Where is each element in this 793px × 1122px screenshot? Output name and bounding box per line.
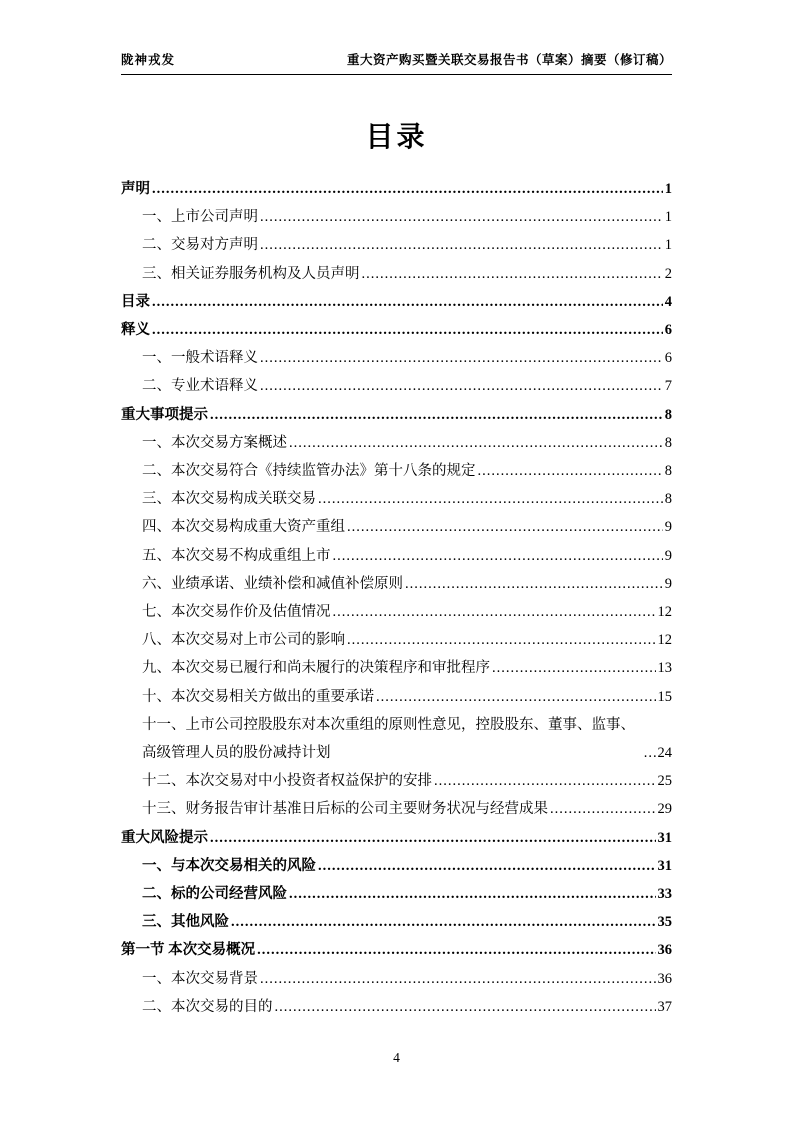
toc-leader-dots — [405, 570, 663, 598]
toc-entry-label: 重大事项提示 — [121, 406, 208, 423]
toc-entry-page: 9 — [664, 547, 672, 564]
header-left-text: 陇神戎发 — [121, 53, 176, 67]
toc-entry — [121, 936, 672, 964]
toc-leader-dots — [492, 654, 656, 682]
toc-entry — [121, 683, 672, 711]
toc-entry-page: 12 — [657, 604, 672, 621]
toc-list — [121, 175, 672, 1021]
toc-entry-label: 声明 — [121, 181, 150, 197]
toc-entry-page: 31 — [657, 857, 672, 874]
toc-entry-page: 8 — [664, 406, 672, 423]
toc-entry-page: 8 — [664, 434, 672, 451]
toc-entry-label: 二、标的公司经营风险 — [142, 886, 287, 903]
toc-entry-page: 1 — [664, 209, 672, 226]
page-footer — [0, 1050, 793, 1066]
toc-leader-dots — [152, 288, 663, 316]
toc-entry-label: 一、上市公司声明 — [142, 209, 258, 226]
toc-leader-dots — [347, 626, 656, 654]
toc-leader-dots — [347, 513, 663, 541]
toc-entry-page: 29 — [657, 801, 672, 818]
toc-leader-dots — [434, 767, 656, 795]
toc-entry-label: 三、本次交易构成关联交易 — [142, 491, 316, 508]
toc-entry-page: 36 — [657, 970, 672, 987]
toc-leader-dots — [362, 260, 663, 288]
toc-entry — [121, 513, 672, 541]
toc-entry-label: 五、本次交易不构成重组上市 — [142, 547, 331, 564]
toc-leader-dots — [550, 795, 656, 823]
page-header — [121, 50, 672, 75]
toc-leader-dots — [275, 993, 656, 1021]
toc-entry — [121, 965, 672, 993]
toc-entry — [121, 767, 672, 795]
toc-entry-label: 十二、本次交易对中小投资者权益保护的安排 — [142, 773, 432, 790]
toc-entry-page: 15 — [657, 688, 672, 705]
toc-leader-dots — [318, 852, 656, 880]
toc-leader-dots — [333, 598, 656, 626]
toc-page-title: 目录 — [365, 121, 428, 152]
toc-entry-page: 25 — [657, 773, 672, 790]
toc-entry-page: 24 — [657, 745, 672, 762]
toc-entry — [121, 288, 672, 316]
toc-entry — [121, 711, 672, 767]
toc-leader-dots — [318, 485, 663, 513]
toc-entry — [121, 626, 672, 654]
toc-entry-page: 31 — [657, 829, 672, 846]
toc-entry-label: 一、本次交易方案概述 — [142, 434, 287, 451]
toc-entry-label: 二、本次交易符合《持续监管办法》第十八条的规定 — [142, 463, 476, 480]
toc-leader-dots — [152, 316, 663, 344]
toc-entry-page: 37 — [657, 998, 672, 1015]
toc-entry — [121, 570, 672, 598]
toc-entry — [121, 203, 672, 231]
header-right-text: 重大资产购买暨关联交易报告书（草案）摘要（修订稿） — [346, 53, 672, 67]
toc-entry-page: 9 — [664, 519, 672, 536]
toc-entry-label: 十三、财务报告审计基准日后标的公司主要财务状况与经营成果 — [142, 801, 548, 818]
toc-entry-label: 二、交易对方声明 — [142, 237, 258, 254]
toc-entry — [121, 401, 672, 429]
toc-leader-dots — [260, 203, 663, 231]
toc-entry-page: 6 — [664, 350, 672, 367]
toc-entry-label: 八、本次交易对上市公司的影响 — [142, 632, 345, 649]
toc-entry-page: 4 — [664, 293, 672, 310]
toc-entry — [121, 880, 672, 908]
toc-entry-label: 二、本次交易的目的 — [142, 998, 273, 1015]
toc-entry — [121, 316, 672, 344]
toc-leader-dots — [260, 344, 663, 372]
toc-entry-page: 6 — [664, 322, 672, 339]
toc-entry-label: 二、专业术语释义 — [142, 378, 258, 395]
toc-entry-page: 12 — [657, 632, 672, 649]
footer-page-number: 4 — [393, 1050, 400, 1065]
toc-entry — [121, 485, 672, 513]
toc-leader-dots — [333, 542, 663, 570]
toc-entry-page: 8 — [664, 491, 672, 508]
toc-entry — [121, 598, 672, 626]
toc-leader-dots — [289, 429, 663, 457]
toc-leader-dots — [210, 824, 656, 852]
toc-entry-label: 四、本次交易构成重大资产重组 — [142, 519, 345, 536]
toc-entry-label: 十、本次交易相关方做出的重要承诺 — [142, 688, 374, 705]
toc-leader-dots — [257, 936, 655, 964]
toc-entry-label: 第一节 本次交易概况 — [121, 942, 256, 959]
toc-leader-dots — [260, 372, 663, 400]
toc-entry — [121, 175, 672, 203]
toc-entry-page: 13 — [657, 660, 672, 677]
toc-entry — [121, 231, 672, 259]
toc-entry-label: 三、相关证券服务机构及人员声明 — [142, 265, 360, 282]
toc-entry-label: 七、本次交易作价及估值情况 — [142, 604, 331, 621]
toc-entry-label: 六、业绩承诺、业绩补偿和减值补偿原则 — [142, 575, 403, 592]
toc-entry-page: 33 — [657, 886, 672, 903]
toc-entry-page: 35 — [657, 914, 672, 931]
toc-leader-dots — [644, 739, 656, 767]
toc-leader-dots — [210, 401, 663, 429]
toc-entry — [121, 654, 672, 682]
toc-entry-page: 9 — [664, 575, 672, 592]
toc-leader-dots — [231, 908, 656, 936]
toc-entry-page: 1 — [664, 237, 672, 254]
toc-entry-page: 36 — [657, 942, 672, 959]
toc-entry-label: 目录 — [121, 293, 150, 310]
toc-entry — [121, 260, 672, 288]
toc-leader-dots — [260, 231, 663, 259]
toc-entry — [121, 908, 672, 936]
toc-entry — [121, 457, 672, 485]
toc-leader-dots — [260, 965, 656, 993]
toc-entry-label: 十一、上市公司控股股东对本次重组的原则性意见，控股股东、董事、监事、高级管理人员的股份减持计划 — [142, 716, 635, 762]
toc-entry-page: 7 — [664, 378, 672, 395]
toc-entry-label: 释义 — [121, 322, 150, 339]
toc-entry-label: 九、本次交易已履行和尚未履行的决策程序和审批程序 — [142, 660, 490, 677]
toc-entry — [121, 993, 672, 1021]
toc-leader-dots — [289, 880, 656, 908]
toc-entry — [121, 795, 672, 823]
toc-leader-dots — [152, 175, 663, 203]
toc-leader-dots — [376, 683, 656, 711]
toc-entry-page: 2 — [664, 265, 672, 282]
toc-entry-label: 三、其他风险 — [142, 914, 229, 931]
toc-entry-label: 一、本次交易背景 — [142, 970, 258, 987]
toc-entry — [121, 542, 672, 570]
toc-entry — [121, 429, 672, 457]
toc-entry-label: 重大风险提示 — [121, 829, 208, 846]
toc-entry-label: 一、与本次交易相关的风险 — [142, 857, 316, 874]
toc-entry — [121, 344, 672, 372]
toc-leader-dots — [478, 457, 663, 485]
toc-entry-label: 一、一般术语释义 — [142, 350, 258, 367]
toc-entry — [121, 372, 672, 400]
toc-entry-page: 8 — [664, 463, 672, 480]
toc-entry-page: 1 — [664, 181, 672, 197]
toc-entry — [121, 824, 672, 852]
toc-entry — [121, 852, 672, 880]
